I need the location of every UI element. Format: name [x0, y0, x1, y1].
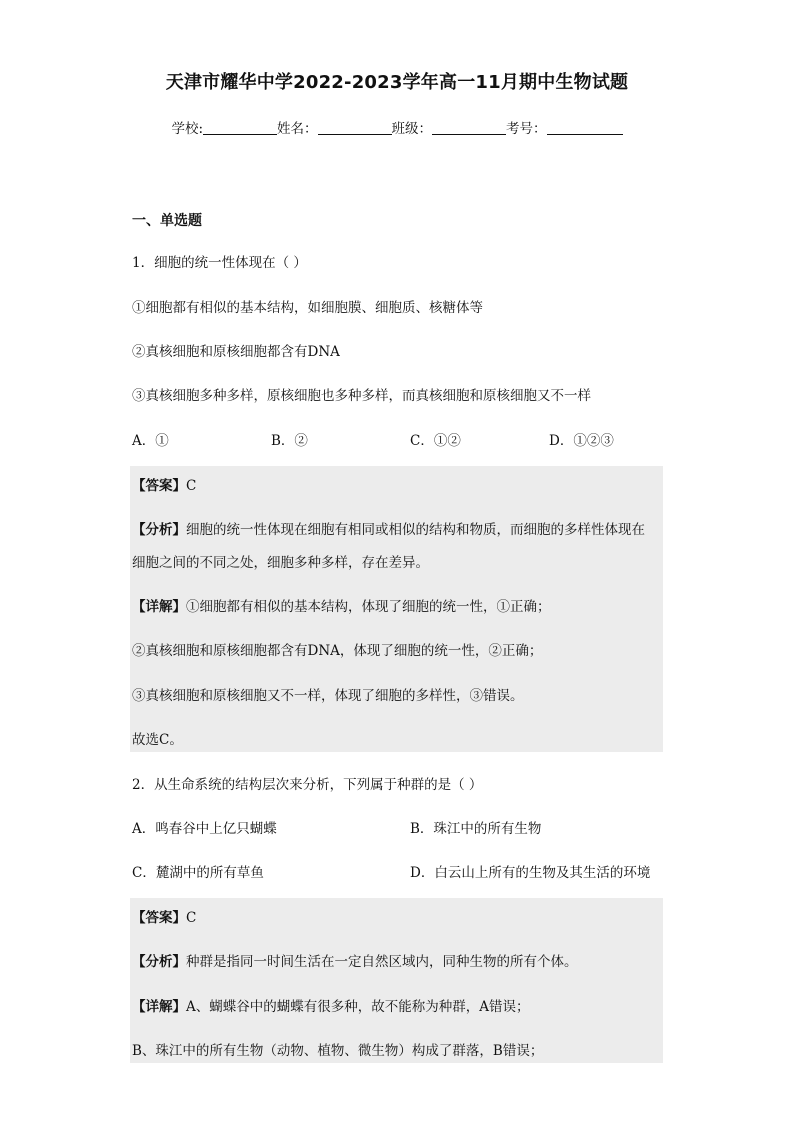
q2-analysis: 【分析】种群是指同一时间生活在一定自然区域内，同种生物的所有个体。: [132, 954, 578, 970]
q1-conclusion: 故选C。: [132, 732, 183, 748]
q1-statement-1: ①细胞都有相似的基本结构，如细胞膜、细胞质、核糖体等: [132, 300, 483, 316]
q2-option-b: B．珠江中的所有生物: [410, 821, 542, 837]
q1-option-c: C．①②: [410, 433, 461, 449]
school-label: 学校:: [171, 121, 204, 137]
q1-analysis: 【分析】细胞的统一性体现在细胞有相同或相似的结构和物质，而细胞的多样性体现在: [132, 522, 645, 538]
q2-detail: 【详解】A、蝴蝶谷中的蝴蝶有很多种，故不能称为种群，A错误；: [132, 999, 530, 1015]
q2-option-c: C．麓湖中的所有草鱼: [132, 865, 264, 881]
school-blank: [203, 120, 277, 135]
q1-stem: 1．细胞的统一性体现在（ ）: [132, 255, 307, 271]
q2-option-a: A．鸣春谷中上亿只蝴蝶: [132, 821, 277, 837]
class-blank: [432, 120, 506, 135]
exam-no-blank: [547, 120, 623, 135]
q2-answer: 【答案】C: [132, 910, 197, 926]
class-label: 班级：: [391, 121, 433, 137]
student-info-fields: [0, 117, 794, 137]
q1-detail-3: ③真核细胞和原核细胞又不一样，体现了细胞的多样性，③错误。: [132, 688, 524, 704]
name-label: 姓名：: [277, 121, 318, 137]
exam-no-label: 考号：: [506, 121, 547, 137]
q2-detail-2: B、珠江中的所有生物（动物、植物、微生物）构成了群落，B错误；: [132, 1043, 544, 1059]
q1-option-b: B．②: [271, 433, 308, 449]
section-title: 一、单选题: [132, 213, 202, 229]
q1-statement-3: ③真核细胞多种多样，原核细胞也多种多样，而真核细胞和原核细胞又不一样: [132, 388, 591, 404]
q2-stem: 2．从生命系统的结构层次来分析，下列属于种群的是（ ）: [132, 777, 483, 793]
page-title: 天津市耀华中学2022-2023学年高一11月期中生物试题: [165, 72, 629, 93]
q1-answer: 【答案】C: [132, 478, 197, 494]
q2-option-d: D．白云山上所有的生物及其生活的环境: [410, 865, 651, 881]
q1-statement-2: ②真核细胞和原核细胞都含有DNA: [132, 344, 340, 360]
q1-option-d: D．①②③: [549, 433, 614, 449]
q1-analysis-cont: 细胞之间的不同之处，细胞多种多样，存在差异。: [132, 555, 429, 571]
q1-option-a: A．①: [132, 433, 169, 449]
q1-detail: 【详解】①细胞都有相似的基本结构，体现了细胞的统一性，①正确；: [132, 599, 551, 615]
name-blank: [318, 120, 392, 135]
q1-detail-2: ②真核细胞和原核细胞都含有DNA，体现了细胞的统一性，②正确；: [132, 643, 543, 659]
